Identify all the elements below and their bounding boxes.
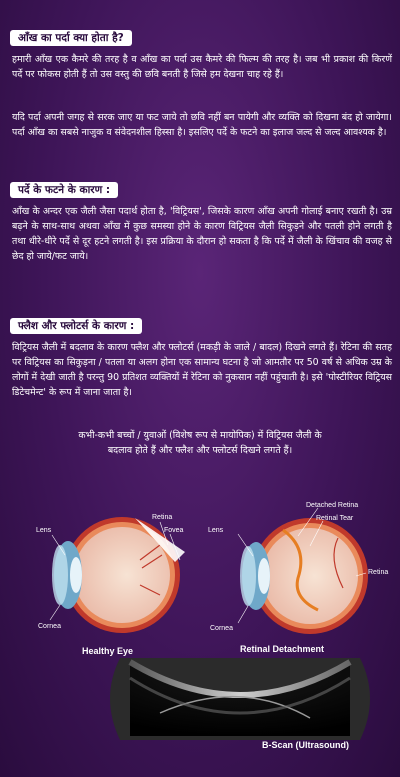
- caption-healthy-eye: Healthy Eye: [82, 646, 134, 656]
- caption-bscan: B-Scan (Ultrasound): [262, 740, 350, 750]
- healthy-eye-diagram: [10, 500, 195, 640]
- label-lens: Lens: [36, 527, 52, 534]
- label-cornea: Cornea: [210, 625, 233, 632]
- caption-retinal-detachment: Retinal Detachment: [240, 644, 325, 654]
- label-detached-retina: Detached Retina: [306, 502, 359, 509]
- retinal-detachment-diagram: [198, 498, 393, 640]
- section-heading-causes: पर्दे के फटने के कारण :: [10, 182, 118, 198]
- label-retina: Retina: [152, 514, 173, 521]
- label-retinal-tear: Retinal Tear: [316, 515, 354, 522]
- section-heading-flashes: फ्लैश और फ्लोटर्स के कारण :: [10, 318, 142, 334]
- paragraph-retina-camera: हमारी आँख एक कैमरे की तरह है व आँख का पर्दा उस कैमरे की फिल्म की तरह है। जब भी प्रकाश की किरणें पर्दे पर फोकस होती हैं तो उस वस्तु की छवि बनती है जिसे हम देखना चाह रहे हैं।: [12, 54, 392, 80]
- section-heading-retina: आँख का पर्दा क्या होता है?: [10, 30, 132, 46]
- paragraph-flashes: विट्रियस जैली में बदलाव के कारण फ्लैश और फ्लोटर्स (मकड़ी के जाले / बादल) दिखने लगते हैं। रेटिना की सतह पर विट्रियस का सिकुड़ना / पतला या अलग होना एक सामान्य घटना है जो आमतौर पर 50 वर्ष से अधिक उम्र के लोगों में देखी जाती है परन्तु 90 प्रतिशत व्यक्तियों में रेटिना को नुकसान नहीं पहुंचाती है। इसे 'पोस्टीरियर विट्रियस डिटेचमेन्ट' के रूप में जाना जाता है।: [12, 342, 392, 398]
- label-fovea: Fovea: [164, 527, 184, 534]
- label-lens: Lens: [208, 527, 224, 534]
- paragraph-causes: आँख के अन्दर एक जैली जैसा पदार्थ होता है, 'विट्रियस', जिसके कारण आँख अपनी गोलाई बनाए रखती है। उम्र बढ़ने के साथ-साथ अथवा आँख में कुछ समस्या होने के कारण विट्रियस जैली सिकुड़ने और पतली होने लगती है तथा धीरे-धीरे पर्दे से दूर हटने लगती है। इस प्रक्रिया के दौरान हो सकता है कि पर्दे में जैली के खिंचाव की वजह से छेद हो जाये/फट जाये।: [12, 206, 392, 262]
- label-cornea: Cornea: [38, 623, 61, 630]
- label-retina: Retina: [368, 569, 389, 576]
- paragraph-youth: कभी-कभी बच्चों / युवाओं (विशेष रूप से मायोपिक) में विट्रियस जैली के बदलाव होते हैं और फ्लैश और फ्लोटर्स दिखने लगते हैं।: [78, 430, 322, 456]
- paragraph-retina-importance: यदि पर्दा अपनी जगह से सरक जाए या फट जाये तो छवि नहीं बन पायेगी और व्यक्ति को दिखना बंद हो जायेगा। पर्दा आँख का सबसे नाजुक व संवेदनशील हिस्सा है। इसलिए पर्दे के फटने का इलाज जल्द से जल्द आवश्यक है।: [12, 112, 392, 138]
- bscan-ultrasound-image: [100, 658, 380, 740]
